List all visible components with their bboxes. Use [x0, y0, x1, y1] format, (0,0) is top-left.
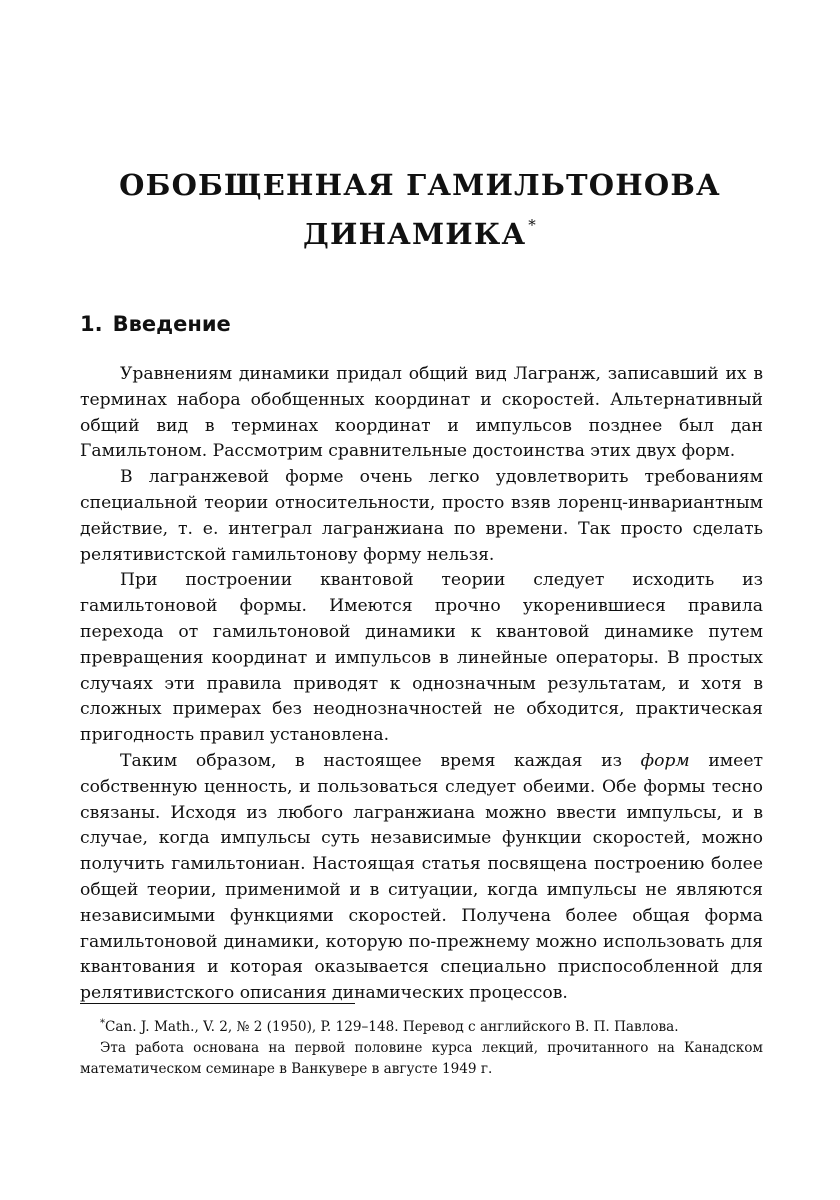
paragraph-3: При построении квантовой теории следует исходить из гамильтоновой формы. Имеются прочно укоренившиеся правила перехода от гамильтоновой динамики к квантовой динамике путем превращения координат и импульсов в линейные операторы. В простых случаях эти правила приводят к однозначным результатам, и хотя в сложных примерах без неоднозначностей не обходится, практическая пригодность правил установлена. [80, 570, 763, 746]
footnote-citation: Can. J. Math., V. 2, № 2 (1950), P. 129–148. Перевод с английского В. П. Павлова. [105, 1019, 679, 1035]
footnote-line-2: Эта работа основана на первой половине курса лекций, прочитанного на Канадском математическом семинаре в Ванкувере в августе 1949 г. [80, 1040, 763, 1077]
footnote-marker: * [100, 1018, 105, 1029]
title-line-2: ДИНАМИКА [302, 217, 527, 251]
footnote-rule [80, 1003, 355, 1004]
paragraph-4-emphasis: форм [640, 750, 690, 771]
paragraph-4 [80, 749, 763, 1007]
title-footnote-marker[interactable]: * [528, 216, 537, 234]
paragraph-4-end: имеет собственную ценность, и пользоваться следует обеими. Обе формы тесно связаны. Исходя из любого лагранжиана можно ввести импульсы, и в случае, когда импульсы суть независимые функции скоростей, можно получить гамильтониан. Настоящая статья посвящена построению более общей теории, применимой и в ситуации, когда импульсы не являются независимыми функциями скоростей. Получена более общая форма гамильтоновой динамики, которую по-прежнему можно использовать для квантования и которая оказывается специально приспособленной для релятивистского описания динамических процессов. [80, 750, 763, 1004]
section-heading [80, 312, 231, 336]
paragraph-1: Уравнениям динамики придал общий вид Лагранж, записавший их в терминах набора обобщенных координат и скоростей. Альтернативный общий вид в терминах координат и импульсов позднее был дан Гамильтоном. Рассмотрим сравнительные достоинства этих двух форм. [80, 364, 763, 462]
title-line-1: ОБОБЩЕННАЯ ГАМИЛЬТОНОВА [119, 168, 721, 202]
article-body [80, 362, 763, 1007]
paragraph-2: В лагранжевой форме очень легко удовлетворить требованиям специальной теории относительности, просто взяв лоренц-инвариантным действие, т. е. интеграл лагранжиана по времени. Так просто сделать релятивистской гамильтонову форму нельзя. [80, 467, 763, 565]
section-number: 1. [80, 312, 103, 336]
footnote [80, 1013, 763, 1080]
section-title: Введение [112, 312, 231, 336]
footnote-line-1 [80, 1013, 763, 1038]
article-title [80, 165, 760, 254]
paragraph-4-start: Таким образом, в настоящее время каждая из [120, 750, 641, 771]
